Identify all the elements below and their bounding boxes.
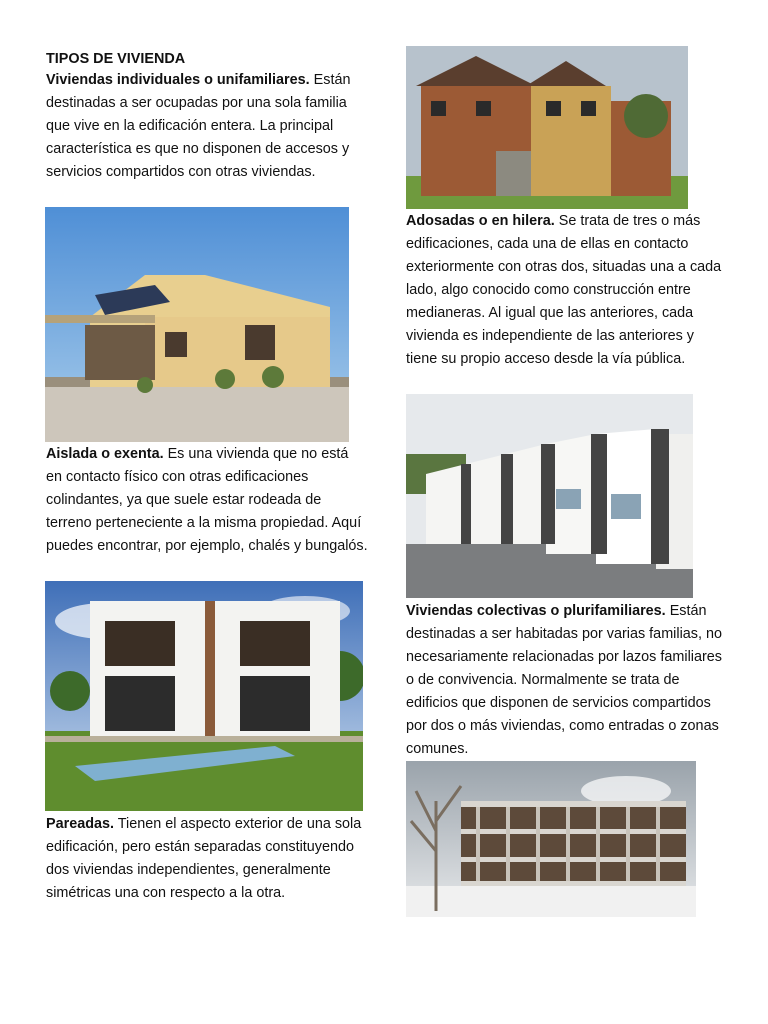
section-body: Están destinadas a ser ocupadas por una sola familia que vive en la edificación entera. La principal característica es que no disponen de accesos y servicios compartidos con otras viviendas. [46,72,351,180]
row-houses-photo [406,394,693,598]
section-aislada [46,443,368,558]
terraced-houses-photo [406,46,688,209]
section-body: Tienen el aspecto exterior de una sola edificación, pero están separadas constituyendo dos viviendas independientes, generalmente simétricas una con respecto a la otra. [46,816,362,901]
section-heading: Aislada o exenta. [46,446,164,462]
section-colectivas [406,600,728,761]
section-heading: Viviendas individuales o unifamiliares. [46,72,310,88]
section-heading: Adosadas o en hilera. [406,213,555,229]
section-body: Están destinadas a ser habitadas por varias familias, no necesariamente relacionadas por lazos familiares o de convivencia. Normalmente se trata de edificios que disponen de servicios compartidos por dos o más viviendas, como entradas o zonas comunes. [406,603,722,757]
apartment-building-photo [406,761,696,917]
section-heading: Pareadas. [46,816,115,832]
section-adosadas [406,210,728,371]
section-body: Es una vivienda que no está en contacto físico con otras edificaciones colindantes, ya que suele estar rodeada de terreno perteneciente a la misma propiedad. Aquí puedes encontrar, por ejemplo, chalés y bungalós. [46,446,368,554]
section-heading: Viviendas colectivas o plurifamiliares. [406,603,666,619]
page-title [46,48,366,71]
title-text: TIPOS DE VIVIENDA [46,51,186,67]
detached-house-photo [45,207,349,442]
semi-detached-house-photo [45,581,363,811]
section-body: Se trata de tres o más edificaciones, cada una de ellas en contacto exteriormente con otras dos, situadas una a cada lado, algo conocido como construcción entre medianeras. Al igual que las anteriores, cada vivienda es independiente de las anteriores y tiene su propio acceso desde la vía pública. [406,213,722,367]
section-pareadas [46,813,368,905]
section-unifamiliares [46,69,368,184]
